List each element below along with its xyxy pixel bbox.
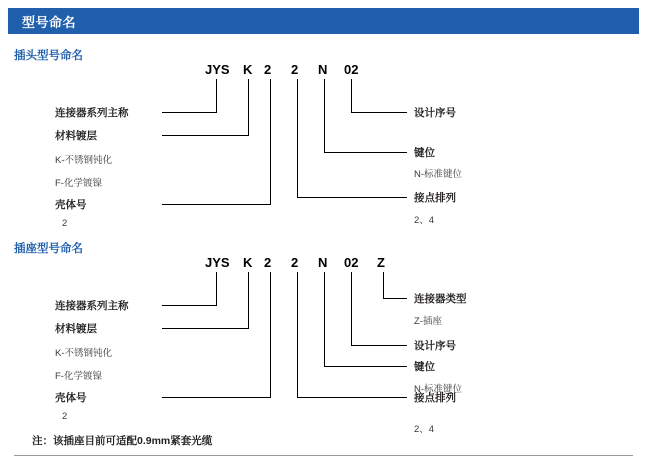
plug-leader-h-5 [324,152,407,153]
plug-right-label-2: 键位 [414,147,435,159]
plug-left-label-1: 连接器系列主称 [55,107,129,119]
plug-leader-h-2 [162,135,249,136]
recep-leader-v-7 [297,272,298,397]
plug-left-label-6: 2 [62,218,68,229]
recep-left-label-3: K-不锈钢钝化 [55,348,113,359]
recep-code-part-3: 2 [264,255,272,270]
recep-leader-h-5 [351,345,407,346]
plug-code-part-2: K [243,62,253,77]
recep-leader-v-2 [248,272,249,328]
recep-right-label-2: Z-插座 [414,316,442,327]
recep-leader-h-7 [297,397,407,398]
recep-left-label-6: 2 [62,411,68,422]
recep-right-label-6: 接点排列 [414,392,456,404]
plug-code-part-3: 2 [264,62,272,77]
plug-code-part-1: JYS [205,62,230,77]
recep-leader-h-2 [162,328,249,329]
plug-leader-v-5 [324,79,325,152]
recep-right-label-4: 键位 [414,361,435,373]
recep-leader-h-4 [383,298,407,299]
recep-code-part-2: K [243,255,253,270]
plug-right-label-1: 设计序号 [414,107,456,119]
recep-right-label-5: N-标准键位 [414,384,463,395]
plug-left-label-4: F-化学镀镍 [55,178,102,189]
recep-left-label-4: F-化学镀镍 [55,371,102,382]
plug-leader-v-4 [351,79,352,112]
recep-left-label-1: 连接器系列主称 [55,300,129,312]
recep-leader-v-6 [324,272,325,366]
page-title: 型号命名 [22,15,77,30]
page-header-bar [8,8,639,34]
plug-right-label-5: 2、4 [414,215,435,226]
recep-leader-v-1 [216,272,217,305]
recep-leader-v-5 [351,272,352,345]
recep-left-label-2: 材料镀层 [55,323,97,335]
plug-left-label-5: 壳体号 [55,199,87,211]
plug-right-label-3: N-标准键位 [414,169,463,180]
plug-code-part-6: 02 [344,62,359,77]
plug-leader-v-6 [297,79,298,197]
recep-leader-h-3 [162,397,271,398]
recep-right-label-3: 设计序号 [414,340,456,352]
recep-leader-h-6 [324,366,407,367]
plug-left-label-2: 材料镀层 [55,130,97,142]
plug-leader-h-4 [351,112,407,113]
plug-code-part-4: 2 [291,62,299,77]
footer-divider [14,455,633,456]
recep-code-part-6: 02 [344,255,359,270]
recep-code-part-1: JYS [205,255,230,270]
plug-leader-v-1 [216,79,217,112]
recep-leader-v-3 [270,272,271,397]
recep-right-label-1: 连接器类型 [414,293,467,305]
plug-leader-h-3 [162,204,271,205]
recep-leader-h-1 [162,305,217,306]
recep-code-part-7: Z [377,255,385,270]
plug-code-part-5: N [318,62,328,77]
plug-leader-v-2 [248,79,249,135]
footnote: 注：该插座目前可适配0.9mm紧套光缆 [32,435,213,447]
plug-leader-h-6 [297,197,407,198]
recep-right-label-7: 2、4 [414,424,435,435]
section-title-plug: 插头型号命名 [14,50,83,62]
plug-leader-v-3 [270,79,271,204]
plug-left-label-3: K-不锈钢钝化 [55,155,113,166]
plug-right-label-4: 接点排列 [414,192,456,204]
recep-left-label-5: 壳体号 [55,392,87,404]
section-title-receptacle: 插座型号命名 [14,243,83,255]
recep-leader-v-4 [383,272,384,298]
recep-code-part-5: N [318,255,328,270]
plug-leader-h-1 [162,112,217,113]
recep-code-part-4: 2 [291,255,299,270]
